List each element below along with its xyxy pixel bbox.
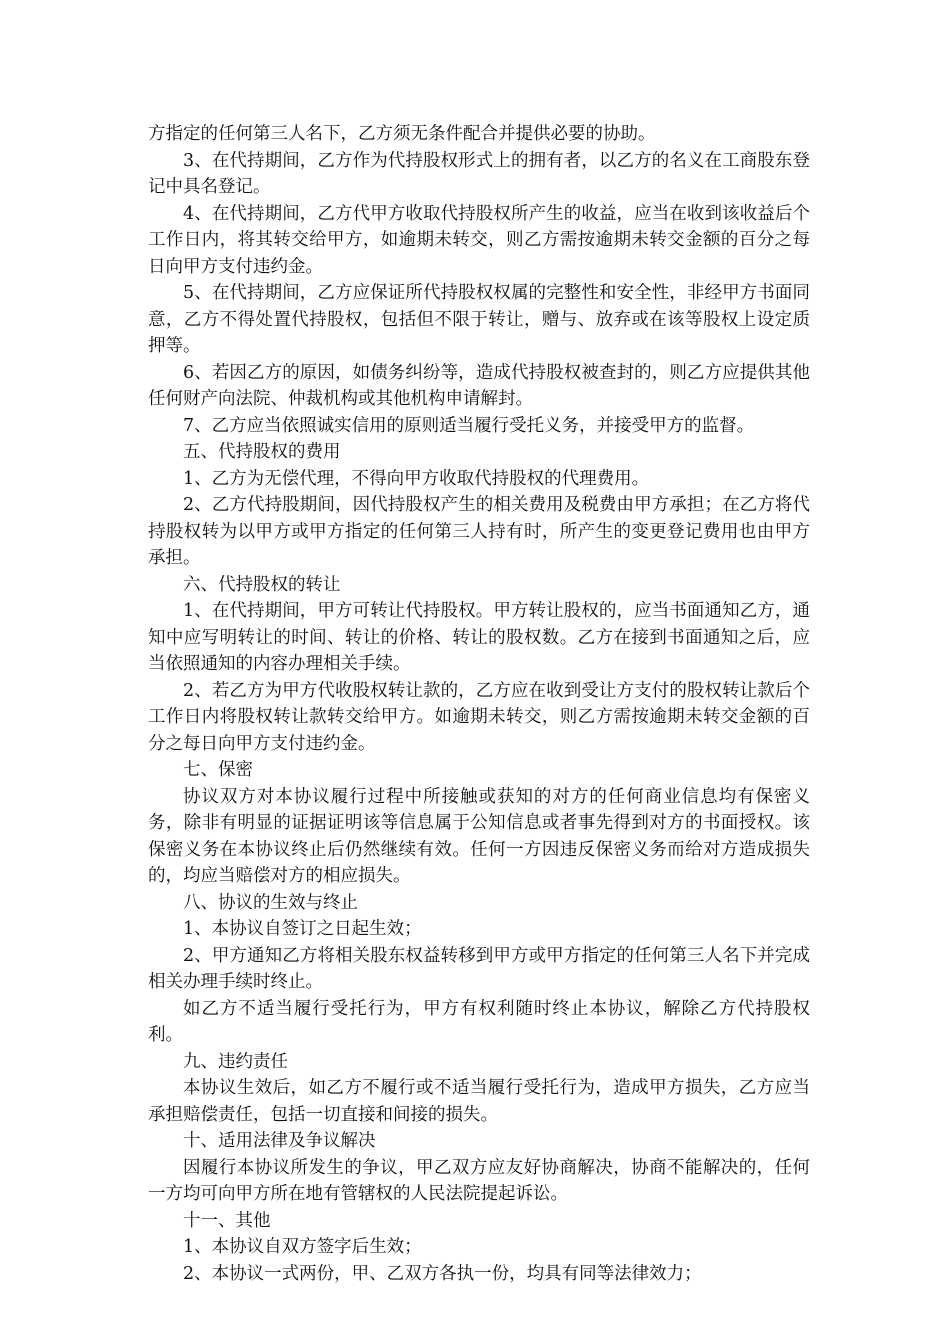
document-page [148, 121, 810, 1287]
clause-4-income-transfer: 4、在代持期间，乙方代甲方收取代持股权所产生的收益，应当在收到该收益后个工作日内，将其转交给甲方，如逾期未转交，则乙方需按逾期未转交金额的百分之每日向甲方支付违约金。 [148, 203, 810, 277]
clause-8-2-termination: 2、甲方通知乙方将相关股东权益转移到甲方或甲方指定的任何第三人名下并完成相关办理手续时终止。 [148, 945, 810, 992]
clause-11-2-copies: 2、本协议一式两份，甲、乙双方各执一份，均具有同等法律效力； [183, 1263, 702, 1284]
section-heading-8-effect-termination: 八、协议的生效与终止 [183, 892, 358, 913]
section-heading-5-fees: 五、代持股权的费用 [183, 442, 341, 462]
clause-3-registration: 3、在代持期间，乙方作为代持股权形式上的拥有者，以乙方的名义在工商股东登记中具名登记。 [148, 150, 810, 197]
section-heading-9-liability: 九、违约责任 [183, 1051, 288, 1072]
clause-dispute: 因履行本协议所发生的争议，甲乙双方应友好协商解决，协商不能解决的，任何一方均可向甲方所在地有管辖权的人民法院提起诉讼。 [148, 1157, 810, 1204]
clause-7-good-faith: 7、乙方应当依照诚实信用的原则适当履行受托义务，并接受甲方的监督。 [183, 415, 755, 436]
section-heading-11-other: 十一、其他 [183, 1210, 271, 1231]
clause-6-1-transfer-notice: 1、在代持期间，甲方可转让代持股权。甲方转让股权的，应当书面通知乙方，通知中应写明转让的时间、转让的价格、转让的股权数。乙方在接到书面通知之后，应当依照通知的内容办理相关手续。 [148, 601, 810, 674]
clause-5-2-taxes: 2、乙方代持股期间，因代持股权产生的相关费用及税费由甲方承担；在乙方将代持股权转为以甲方或甲方指定的任何第三人持有时，所产生的变更登记费用也由甲方承担。 [148, 495, 810, 568]
clause-confidentiality: 协议双方对本协议履行过程中所接触或获知的对方的任何商业信息均有保密义务，除非有明显的证据证明该等信息属于公知信息或者事先得到对方的书面授权。该保密义务在本协议终止后仍然继续有效。任何一方因违反保密义务而给对方造成损失的，均应当赔偿对方的相应损失。 [148, 786, 810, 886]
clause-6-seizure: 6、若因乙方的原因，如债务纠纷等，造成代持股权被查封的，则乙方应提供其他任何财产向法院、仲裁机构或其他机构申请解封。 [148, 362, 810, 409]
clause-5-1-no-fee: 1、乙方为无偿代理，不得向甲方收取代持股权的代理费用。 [183, 468, 650, 489]
clause-8-1-effective: 1、本协议自签订之日起生效； [183, 919, 422, 939]
clause-6-2-transfer-payment: 2、若乙方为甲方代收股权转让款的，乙方应在收到受让方支付的股权转让款后个工作日内将股权转让款转交给甲方。如逾期未转交，则乙方需按逾期未转交金额的百分之每日向甲方支付违约金。 [148, 680, 810, 754]
clause-8-termination-right: 如乙方不适当履行受托行为，甲方有权利随时终止本协议，解除乙方代持股权利。 [148, 998, 810, 1045]
section-heading-10-law: 十、适用法律及争议解决 [183, 1131, 376, 1151]
clause-5-equity-safety: 5、在代持期间，乙方应保证所代持股权权属的完整性和安全性，非经甲方书面同意，乙方不得处置代持股权，包括但不限于转让，赠与、放弃或在该等股权上设定质押等。 [148, 283, 810, 356]
clause-11-1-effective: 1、本协议自双方签字后生效； [183, 1237, 422, 1257]
clause-liability: 本协议生效后，如乙方不履行或不适当履行受托行为，造成甲方损失，乙方应当承担赔偿责任，包括一切直接和间接的损失。 [148, 1078, 810, 1125]
section-heading-6-transfer: 六、代持股权的转让 [183, 574, 341, 595]
section-heading-7-confidentiality: 七、保密 [183, 760, 253, 780]
paragraph-continuation: 方指定的任何第三人名下，乙方须无条件配合并提供必要的协助。 [148, 124, 656, 144]
